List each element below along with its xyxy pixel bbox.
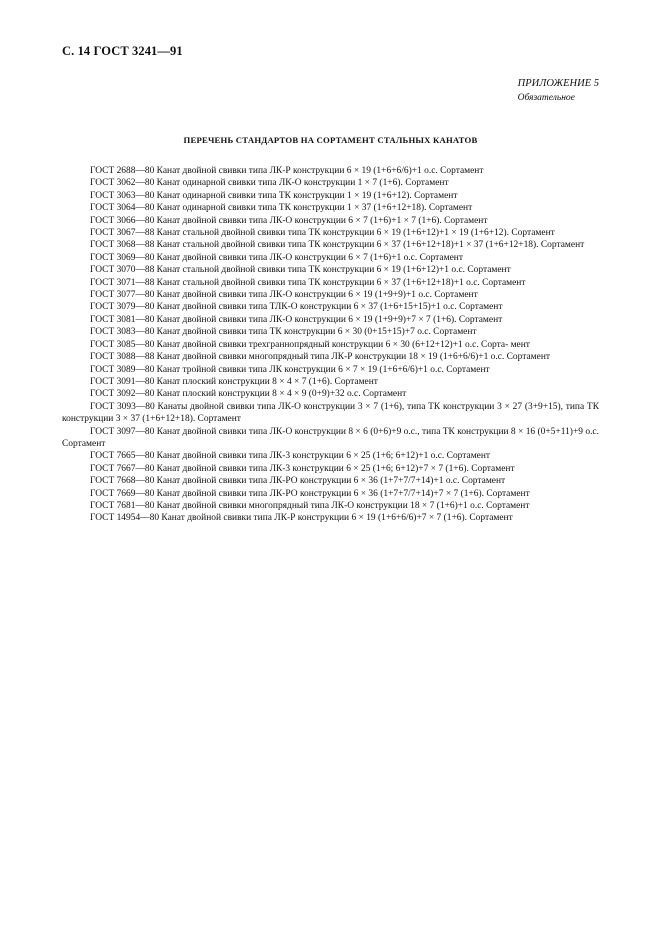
- list-item: ГОСТ 3077—80 Канат двойной свивки типа ЛК-О конструкции 6 × 19 (1+9+9)+1 о.с. Сортамент: [90, 290, 478, 301]
- list-item: ГОСТ 3066—80 Канат двойной свивки типа ЛК-О конструкции 6 × 7 (1+6)+1 × 7 (1+6). Сортамент: [90, 215, 488, 226]
- list-item: ГОСТ 3063—80 Канат одинарной свивки типа ТК конструкции 1 × 19 (1+6+12). Сортамент: [90, 190, 458, 201]
- list-item: ГОСТ 3083—80 Канат двойной свивки типа ТК конструкции 6 × 30 (0+15+15)+7 о.с. Сортамент: [90, 327, 477, 338]
- list-item: ГОСТ 3097—80 Канат двойной свивки типа ЛК-О конструкции 8 × 6 (0+6)+9 о.с., типа ТК конструкции 8 × 16 (0+5+11)+9 о.с. Сортамент: [62, 426, 599, 449]
- appendix-subtitle: Обязательное: [517, 93, 575, 103]
- list-item: ГОСТ 7667—80 Канат двойной свивки типа ЛК-3 конструкции 6 × 25 (1+6; 6+12)+7 × 7 (1+6). Сортамент: [90, 463, 515, 474]
- list-item: ГОСТ 3071—88 Канат стальной двойной свивки типа ТК конструкции 6 × 37 (1+6+12+18)+1 о.с. Сортамент: [90, 277, 526, 288]
- list-item: ГОСТ 3067—88 Канат стальной двойной свивки типа ТК конструкции 6 × 19 (1+6+12)+1 × 19 (1+6+12). Сортамент: [90, 228, 555, 239]
- list-item: ГОСТ 14954—80 Канат двойной свивки типа ЛК-Р конструкции 6 × 19 (1+6+6/6)+7 × 7 (1+6). Сортамент: [90, 513, 513, 524]
- list-item: ГОСТ 7669—80 Канат двойной свивки типа ЛК-РО конструкции 6 × 36 (1+7+7/7+14)+7 × 7 (1+6). Сортамент: [90, 488, 530, 499]
- page-header: С. 14 ГОСТ 3241—91: [62, 44, 183, 58]
- list-item: ГОСТ 3062—80 Канат одинарной свивки типа ЛК-О конструкции 1 × 7 (1+6). Сортамент: [90, 178, 449, 189]
- list-item: ГОСТ 3089—80 Канат тройной свивки типа ЛК конструкции 6 × 7 × 19 (1+6+6/6)+1 о.с. Сортамент: [90, 364, 490, 375]
- list-item: ГОСТ 3068—88 Канат стальной двойной свивки типа ТК конструкции 6 × 37 (1+6+12+18)+1 × 37 (1+6+12+18). Сортамент: [90, 240, 585, 251]
- standards-list: [62, 165, 599, 525]
- list-item: ГОСТ 7665—80 Канат двойной свивки типа ЛК-3 конструкции 6 × 25 (1+6; 6+12)+1 о.с. Сортамент: [90, 451, 491, 462]
- list-item: ГОСТ 7668—80 Канат двойной свивки типа ЛК-РО конструкции 6 × 36 (1+7+7/7+14)+1 о.с. Сортамент: [90, 476, 506, 487]
- appendix-title: ПРИЛОЖЕНИЕ 5: [517, 78, 599, 89]
- list-item: ГОСТ 3081—80 Канат двойной свивки типа ЛК-О конструкции 6 × 19 (1+9+9)+7 × 7 (1+6). Сортамент: [90, 314, 503, 325]
- list-item: ГОСТ 3093—80 Канаты двойной свивки типа ЛК-О конструкции 3 × 7 (1+6), типа ТК конструкции 3 × 27 (3+9+15), типа ТК конструкции 3 × 37 (1+6+12+18). Сортамент: [62, 401, 599, 425]
- list-item: ГОСТ 3079—80 Канат двойной свивки типа ТЛК-О конструкции 6 × 37 (1+6+15+15)+1 о.с. Сортамент: [90, 302, 503, 313]
- list-item: ГОСТ 3092—80 Канат плоский конструкции 8 × 4 × 9 (0+9)+32 о.с. Сортамент: [90, 389, 407, 400]
- list-item: ГОСТ 3070—88 Канат стальной двойной свивки типа ТК конструкции 6 × 19 (1+6+12)+1 о.с. Сортамент: [90, 265, 511, 276]
- section-title: ПЕРЕЧЕНЬ СТАНДАРТОВ НА СОРТАМЕНТ СТАЛЬНЫХ КАНАТОВ: [183, 135, 478, 145]
- list-item: ГОСТ 3091—80 Канат плоский конструкции 8 × 4 × 7 (1+6). Сортамент: [90, 376, 378, 387]
- appendix-label: [518, 77, 599, 105]
- list-item: ГОСТ 3088—88 Канат двойной свивки многопрядный типа ЛК-Р конструкции 18 × 19 (1+6+6/6)+1 о.с. Сортамент: [90, 352, 551, 363]
- list-item: ГОСТ 3064—80 Канат одинарной свивки типа ТК конструкции 1 × 37 (1+6+12+18). Сортамент: [90, 203, 473, 214]
- list-item: ГОСТ 2688—80 Канат двойной свивки типа ЛК-Р конструкции 6 × 19 (1+6+6/6)+1 о.с. Сортамент: [90, 166, 484, 176]
- list-item: ГОСТ 7681—80 Канат двойной свивки многопрядный типа ЛК-О конструкции 18 × 7 (1+6)+1 о.с. Сортамент: [90, 500, 530, 511]
- list-item: ГОСТ 3085—80 Канат двойной свивки трехграннопрядный конструкции 6 × 30 (6+12+12)+1 о.с. Сорта- мент: [90, 339, 530, 350]
- list-item: ГОСТ 3069—80 Канат двойной свивки типа ЛК-О конструкции 6 × 7 (1+6)+1 о.с. Сортамент: [90, 252, 463, 263]
